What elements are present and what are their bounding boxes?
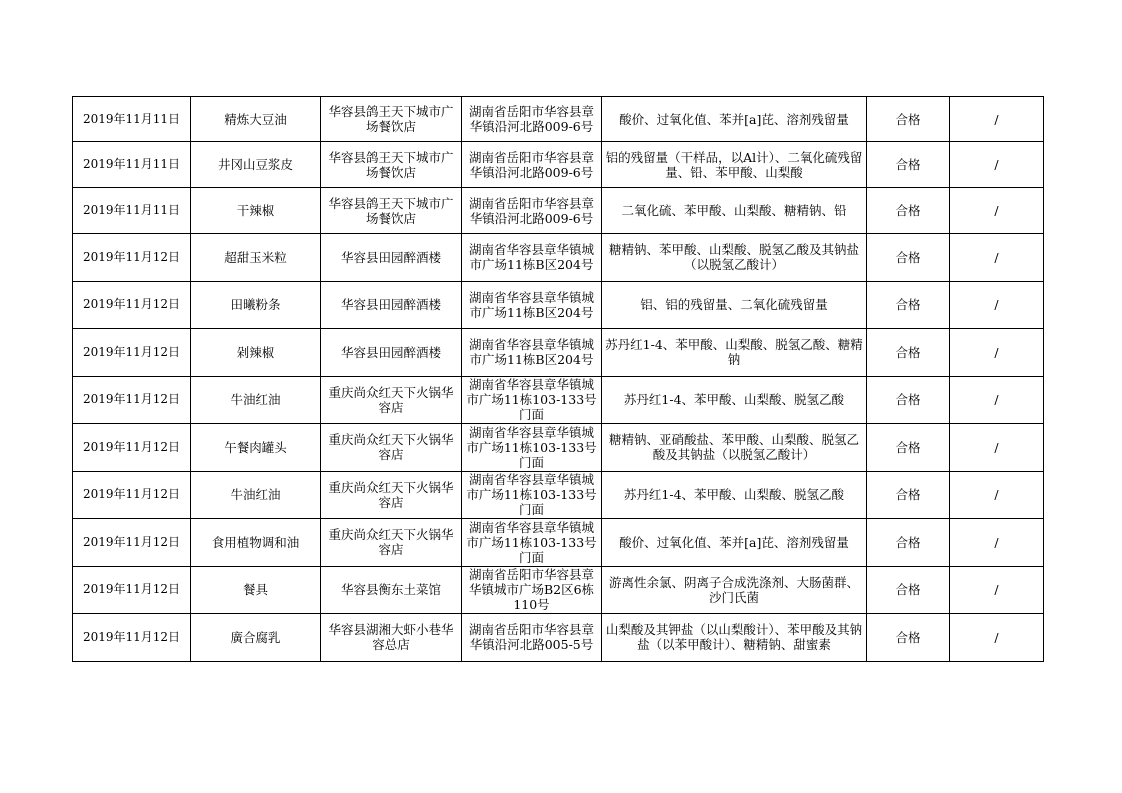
test-result: 合格 (867, 376, 950, 424)
unit-address: 湖南省岳阳市华容县章华镇沿河北路005-5号 (462, 614, 602, 662)
table-body (73, 97, 1044, 662)
remark: / (950, 614, 1044, 662)
sampled-unit: 重庆尚众红天下火锅华容店 (321, 519, 462, 567)
sampling-date: 2019年11月12日 (73, 376, 191, 424)
table-row (73, 376, 1044, 424)
sampling-date: 2019年11月11日 (73, 97, 191, 142)
table-row (73, 142, 1044, 188)
product-name: 井冈山豆浆皮 (191, 142, 321, 188)
table-row (73, 188, 1044, 234)
sampling-date: 2019年11月12日 (73, 614, 191, 662)
inspection-table (72, 96, 1044, 662)
test-result: 合格 (867, 566, 950, 614)
sampled-unit: 华容县鸽王天下城市广场餐饮店 (321, 188, 462, 234)
test-result: 合格 (867, 142, 950, 188)
unit-address: 湖南省岳阳市华容县章华镇沿河北路009-6号 (462, 142, 602, 188)
test-result: 合格 (867, 97, 950, 142)
product-name: 午餐肉罐头 (191, 424, 321, 472)
product-name: 食用植物调和油 (191, 519, 321, 567)
product-name: 廣合腐乳 (191, 614, 321, 662)
table-row (73, 424, 1044, 472)
remark: / (950, 519, 1044, 567)
test-items: 苏丹红1-4、苯甲酸、山梨酸、脱氢乙酸 (602, 471, 867, 519)
table-row (73, 519, 1044, 567)
remark: / (950, 424, 1044, 472)
unit-address: 湖南省岳阳市华容县章华镇城市广场B2区6栋110号 (462, 566, 602, 614)
sampling-date: 2019年11月12日 (73, 471, 191, 519)
sampled-unit: 重庆尚众红天下火锅华容店 (321, 376, 462, 424)
test-result: 合格 (867, 614, 950, 662)
sampled-unit: 华容县田园醉酒楼 (321, 329, 462, 377)
test-items: 酸价、过氧化值、苯并[a]芘、溶剂残留量 (602, 97, 867, 142)
test-result: 合格 (867, 234, 950, 282)
test-result: 合格 (867, 424, 950, 472)
table-row (73, 329, 1044, 377)
sampled-unit: 重庆尚众红天下火锅华容店 (321, 424, 462, 472)
table-row (73, 614, 1044, 662)
test-items: 游离性余氯、阴离子合成洗涤剂、大肠菌群、沙门氏菌 (602, 566, 867, 614)
product-name: 超甜玉米粒 (191, 234, 321, 282)
test-items: 山梨酸及其钾盐（以山梨酸计）、苯甲酸及其钠盐（以苯甲酸计）、糖精钠、甜蜜素 (602, 614, 867, 662)
unit-address: 湖南省华容县章华镇城市广场11栋B区204号 (462, 281, 602, 329)
unit-address: 湖南省华容县章华镇城市广场11栋103-133号门面 (462, 424, 602, 472)
sampled-unit: 重庆尚众红天下火锅华容店 (321, 471, 462, 519)
remark: / (950, 376, 1044, 424)
product-name: 餐具 (191, 566, 321, 614)
table-row (73, 281, 1044, 329)
unit-address: 湖南省华容县章华镇城市广场11栋103-133号门面 (462, 519, 602, 567)
sampling-date: 2019年11月11日 (73, 188, 191, 234)
sampled-unit: 华容县衡东土菜馆 (321, 566, 462, 614)
product-name: 干辣椒 (191, 188, 321, 234)
test-result: 合格 (867, 471, 950, 519)
sampled-unit: 华容县田园醉酒楼 (321, 281, 462, 329)
remark: / (950, 234, 1044, 282)
sampling-date: 2019年11月12日 (73, 424, 191, 472)
unit-address: 湖南省华容县章华镇城市广场11栋103-133号门面 (462, 471, 602, 519)
unit-address: 湖南省岳阳市华容县章华镇沿河北路009-6号 (462, 188, 602, 234)
table-row (73, 471, 1044, 519)
remark: / (950, 142, 1044, 188)
product-name: 牛油红油 (191, 471, 321, 519)
unit-address: 湖南省华容县章华镇城市广场11栋103-133号门面 (462, 376, 602, 424)
remark: / (950, 188, 1044, 234)
sampling-date: 2019年11月11日 (73, 142, 191, 188)
test-result: 合格 (867, 281, 950, 329)
table-row (73, 97, 1044, 142)
sampled-unit: 华容县鸽王天下城市广场餐饮店 (321, 97, 462, 142)
test-items: 二氧化硫、苯甲酸、山梨酸、糖精钠、铅 (602, 188, 867, 234)
remark: / (950, 566, 1044, 614)
test-result: 合格 (867, 329, 950, 377)
product-name: 牛油红油 (191, 376, 321, 424)
unit-address: 湖南省岳阳市华容县章华镇沿河北路009-6号 (462, 97, 602, 142)
unit-address: 湖南省华容县章华镇城市广场11栋B区204号 (462, 234, 602, 282)
test-items: 苏丹红1-4、苯甲酸、山梨酸、脱氢乙酸 (602, 376, 867, 424)
sampling-date: 2019年11月12日 (73, 329, 191, 377)
table-row (73, 566, 1044, 614)
sampled-unit: 华容县田园醉酒楼 (321, 234, 462, 282)
remark: / (950, 329, 1044, 377)
sampling-date: 2019年11月12日 (73, 566, 191, 614)
test-result: 合格 (867, 188, 950, 234)
remark: / (950, 97, 1044, 142)
sampling-date: 2019年11月12日 (73, 281, 191, 329)
test-items: 铝的残留量（干样品，以Al计）、二氧化硫残留量、铅、苯甲酸、山梨酸 (602, 142, 867, 188)
remark: / (950, 281, 1044, 329)
test-items: 糖精钠、亚硝酸盐、苯甲酸、山梨酸、脱氢乙酸及其钠盐（以脱氢乙酸计） (602, 424, 867, 472)
product-name: 剁辣椒 (191, 329, 321, 377)
sampling-date: 2019年11月12日 (73, 234, 191, 282)
test-items: 酸价、过氧化值、苯并[a]芘、溶剂残留量 (602, 519, 867, 567)
test-items: 苏丹红1-4、苯甲酸、山梨酸、脱氢乙酸、糖精钠 (602, 329, 867, 377)
test-result: 合格 (867, 519, 950, 567)
sampled-unit: 华容县鸽王天下城市广场餐饮店 (321, 142, 462, 188)
sampled-unit: 华容县湖湘大虾小巷华容总店 (321, 614, 462, 662)
test-items: 铝、铝的残留量、二氧化硫残留量 (602, 281, 867, 329)
table-row (73, 234, 1044, 282)
product-name: 精炼大豆油 (191, 97, 321, 142)
remark: / (950, 471, 1044, 519)
sampling-date: 2019年11月12日 (73, 519, 191, 567)
test-items: 糖精钠、苯甲酸、山梨酸、脱氢乙酸及其钠盐（以脱氢乙酸计） (602, 234, 867, 282)
product-name: 田曦粉条 (191, 281, 321, 329)
unit-address: 湖南省华容县章华镇城市广场11栋B区204号 (462, 329, 602, 377)
